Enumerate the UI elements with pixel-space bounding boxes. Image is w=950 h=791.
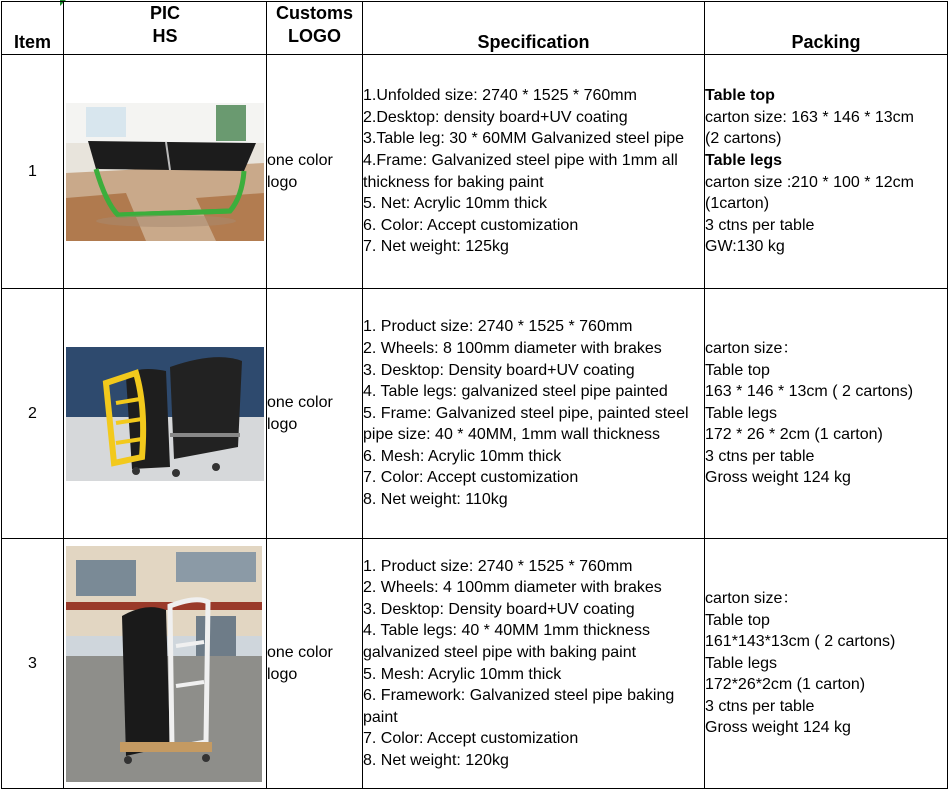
product-spec-table — [1, 1, 948, 789]
spec-line: 4.Frame: Galvanized steel pipe with 1mm all — [363, 151, 678, 169]
logo-cell — [267, 55, 363, 289]
spec-line: 7. Color: Accept customization — [363, 469, 579, 487]
spec-line: 1. Product size: 2740 * 1525 * 760mm — [363, 318, 633, 336]
spec-line: 1.Unfolded size: 2740 * 1525 * 760mm — [363, 87, 637, 105]
header-logo — [267, 2, 363, 55]
packing-heading: Table top — [705, 87, 775, 105]
table-row — [2, 539, 948, 789]
packing-line: Table legs — [705, 654, 778, 672]
item-number: 2 — [2, 289, 64, 539]
logo-line2: logo — [267, 665, 298, 683]
header-pic-line2: HS — [152, 26, 178, 46]
packing-line: 161*143*13cm ( 2 cartons) — [705, 633, 896, 651]
logo-line1: one color — [267, 151, 333, 169]
logo-line2: logo — [267, 173, 298, 191]
packing-cell — [705, 55, 948, 289]
spec-line: 2. Wheels: 8 100mm diameter with brakes — [363, 339, 662, 357]
spec-line: 2.Desktop: density board+UV coating — [363, 108, 628, 126]
specification-cell — [363, 55, 705, 289]
packing-line: carton size： — [705, 339, 799, 357]
product-photo-cell — [64, 55, 267, 289]
logo-line1: one color — [267, 643, 333, 661]
spec-line: 8. Net weight: 110kg — [363, 491, 508, 509]
header-pic — [64, 2, 267, 55]
spec-line: 3.Table leg: 30 * 60MM Galvanized steel pipe — [363, 130, 685, 148]
packing-line: 3 ctns per table — [705, 216, 815, 234]
packing-line: 3 ctns per table — [705, 697, 815, 715]
spec-line: 6. Color: Accept customization — [363, 216, 579, 234]
spec-line: paint — [363, 708, 398, 726]
packing-cell — [705, 289, 948, 539]
spec-line: galvanized steel pipe with baking paint — [363, 643, 637, 661]
green-frame-table-photo-icon — [66, 103, 266, 241]
spec-line: 1. Product size: 2740 * 1525 * 760mm — [363, 557, 633, 575]
spec-line: 6. Framework: Galvanized steel pipe baking — [363, 687, 675, 705]
table-row — [2, 289, 948, 539]
specification-cell — [363, 539, 705, 789]
packing-line: (2 cartons) — [705, 130, 782, 148]
white-frame-table-photo-icon — [66, 546, 266, 782]
product-photo-cell — [64, 539, 267, 789]
packing-line: 3 ctns per table — [705, 447, 815, 465]
packing-cell — [705, 539, 948, 789]
packing-line: carton size: 163 * 146 * 13cm — [705, 108, 915, 126]
logo-cell — [267, 539, 363, 789]
packing-line: Table legs — [705, 404, 778, 422]
spec-line: 7. Color: Accept customization — [363, 730, 579, 748]
yellow-frame-table-photo-icon — [66, 347, 266, 481]
packing-line: 172 * 26 * 2cm (1 carton) — [705, 426, 883, 444]
specification-cell — [363, 289, 705, 539]
logo-line1: one color — [267, 393, 333, 411]
spec-line: 7. Net weight: 125kg — [363, 238, 509, 256]
packing-line: GW:130 kg — [705, 238, 785, 256]
spec-line: 4. Table legs: 40 * 40MM 1mm thickness — [363, 622, 650, 640]
logo-line2: logo — [267, 415, 298, 433]
header-logo-line2: LOGO — [288, 26, 341, 46]
packing-line: Table top — [705, 361, 770, 379]
spec-line: 5. Frame: Galvanized steel pipe, painted steel — [363, 404, 689, 422]
header-item: Item — [2, 2, 64, 55]
header-logo-line1: Customs — [275, 3, 353, 23]
packing-line: Gross weight 124 kg — [705, 719, 851, 737]
packing-line: 163 * 146 * 13cm ( 2 cartons) — [705, 383, 914, 401]
item-number: 3 — [2, 539, 64, 789]
packing-line: 172*26*2cm (1 carton) — [705, 676, 866, 694]
spec-line: 6. Mesh: Acrylic 10mm thick — [363, 447, 562, 465]
product-photo-cell — [64, 289, 267, 539]
spec-line: 2. Wheels: 4 100mm diameter with brakes — [363, 579, 662, 597]
header-specification: Specification — [363, 2, 705, 55]
header-row — [2, 2, 948, 55]
spec-line: pipe size: 40 * 40MM, 1mm wall thickness — [363, 426, 660, 444]
item-number: 1 — [2, 55, 64, 289]
packing-line: carton size： — [705, 589, 799, 607]
spec-line: 3. Desktop: Density board+UV coating — [363, 600, 635, 618]
header-packing: Packing — [705, 2, 948, 55]
spec-line: 5. Mesh: Acrylic 10mm thick — [363, 665, 562, 683]
packing-line: Table top — [705, 611, 770, 629]
packing-line: (1carton) — [705, 195, 770, 213]
table-row — [2, 55, 948, 289]
header-pic-line1: PIC — [149, 3, 180, 23]
spec-line: 4. Table legs: galvanized steel pipe painted — [363, 383, 668, 401]
spec-line: 8. Net weight: 120kg — [363, 751, 509, 769]
packing-line: Gross weight 124 kg — [705, 469, 851, 487]
logo-cell — [267, 289, 363, 539]
spec-line: thickness for baking paint — [363, 173, 544, 191]
spec-line: 3. Desktop: Density board+UV coating — [363, 361, 635, 379]
spec-line: 5. Net: Acrylic 10mm thick — [363, 195, 548, 213]
packing-heading: Table legs — [705, 151, 783, 169]
packing-line: carton size :210 * 100 * 12cm — [705, 173, 915, 191]
